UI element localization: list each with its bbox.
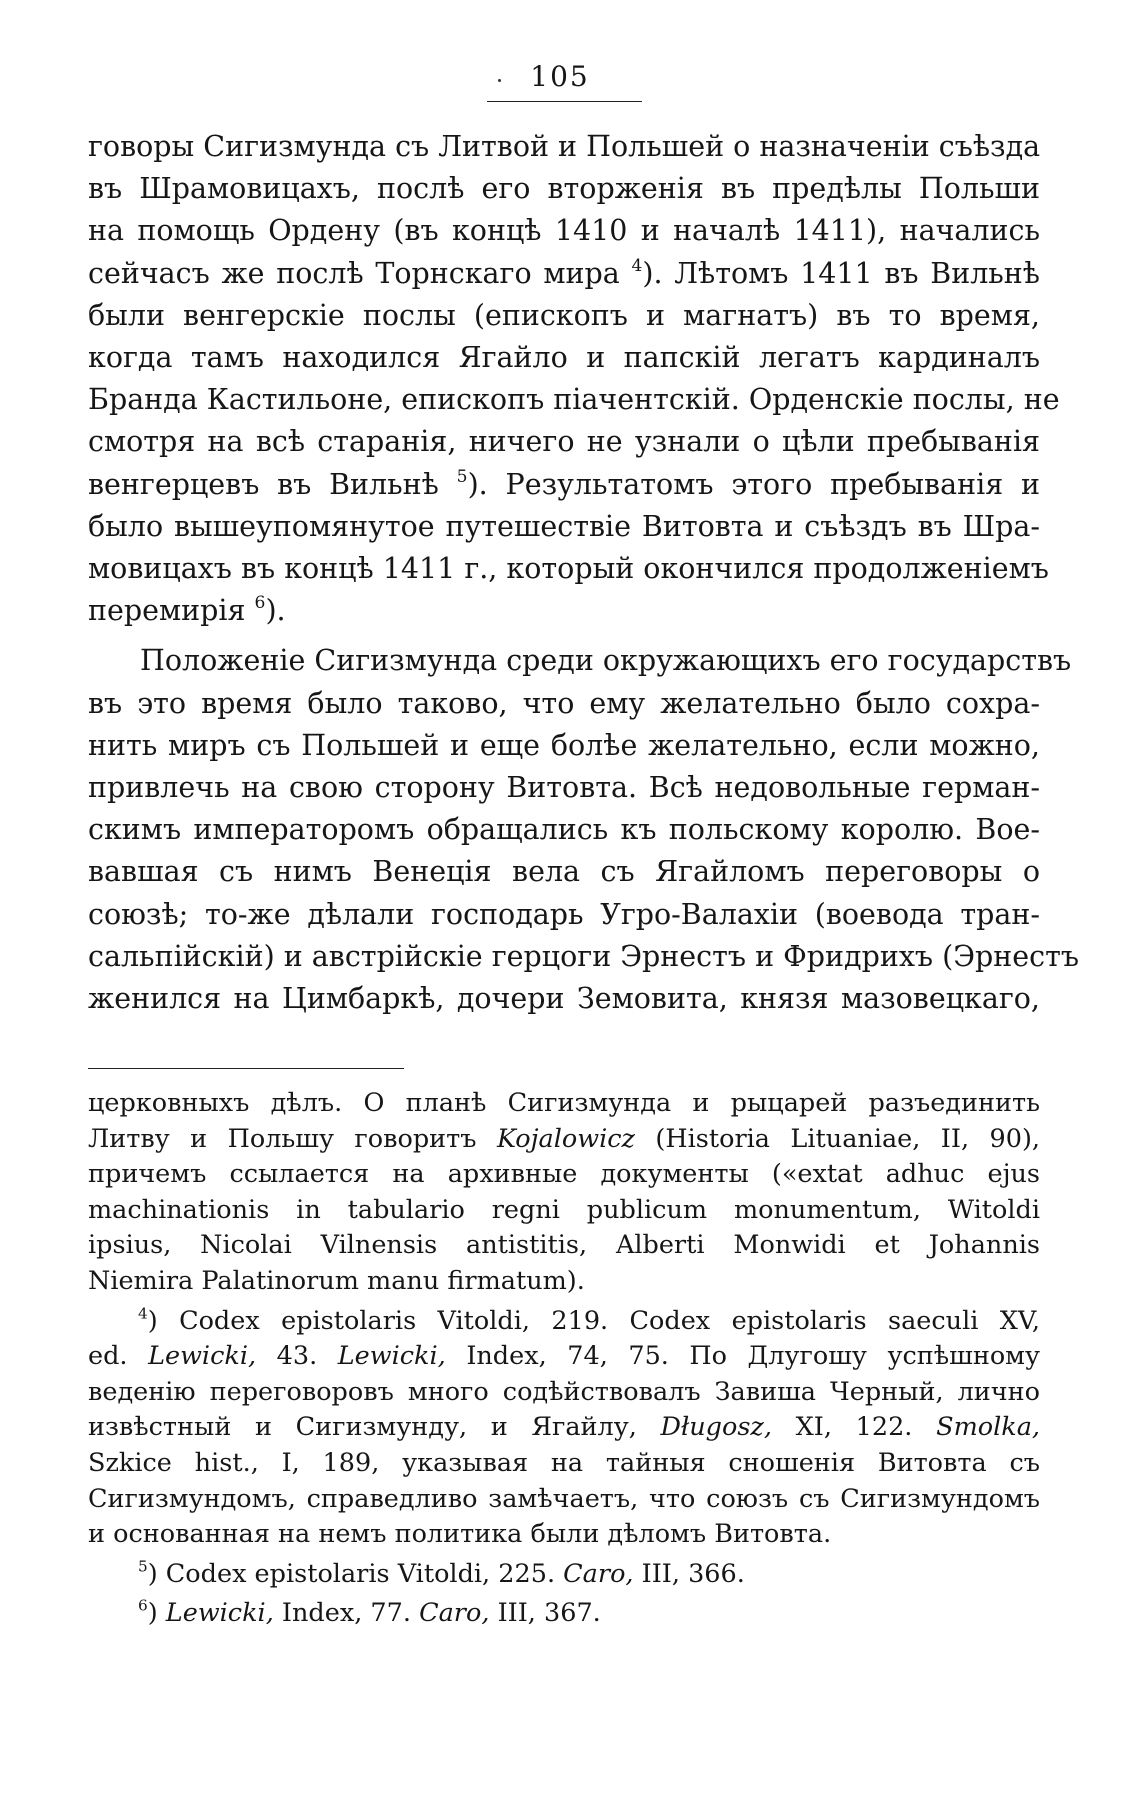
footnote-line: причемъ ссылается на архивные документы («extat adhuc ejus: [88, 1159, 1040, 1190]
footnote-marker: 5: [138, 1557, 148, 1576]
text-line: было вышеупомянутое путешествіе Витовта и съѣздъ въ Шра-: [88, 509, 1040, 543]
page-number: 105: [530, 60, 590, 93]
text-line: сальпійскій) и австрійскіе герцоги Эрнестъ и Фридрихъ (Эрнестъ: [88, 939, 1079, 973]
footnote-6: [88, 1596, 1040, 1632]
text-line: скимъ императоромъ обращались къ польскому королю. Вое-: [88, 813, 1040, 847]
footnotes: [88, 1086, 1040, 1636]
footnote-marker: 6: [138, 1596, 148, 1615]
text-line: мовицахъ въ концѣ 1411 г., который окончился продолженіемъ: [88, 552, 1049, 586]
text-segment: Index, 74, 75. По Длугошу успѣшному: [466, 1341, 1041, 1372]
text-line: Положеніе Сигизмунда среди окружающихъ его государствъ: [140, 644, 1072, 678]
main-text: [88, 126, 1079, 1020]
text-segment: ) Codex epistolaris Vitoldi, 219. Codex epistolaris saeculi XV,: [147, 1305, 1040, 1336]
footnote-4: [88, 1304, 1040, 1553]
text-segment: Index, 77.: [281, 1598, 411, 1629]
text-line: привлечь на свою сторону Витовта. Всѣ недовольные герман-: [88, 771, 1040, 805]
text-segment: ed.: [88, 1341, 128, 1372]
text-segment: Литву и Польшу говоритъ: [88, 1123, 477, 1154]
footnote-line: Szkice hist., I, 189, указывая на тайныя сношенія Витовта съ: [88, 1447, 1040, 1478]
text-line: вавшая съ нимъ Венеція вела съ Ягайломъ переговоры о: [88, 855, 1040, 889]
text-segment: сейчасъ же послѣ Торнскаго мира: [88, 256, 620, 290]
footnote-line: и основанная на немъ политика были дѣломъ Витовта.: [88, 1519, 832, 1550]
author-name: Lewicki,: [337, 1341, 446, 1372]
footnote-line: [88, 1596, 1040, 1632]
text-line: женился на Цимбаркѣ, дочери Земовита, князя мазовецкаго,: [88, 982, 1040, 1016]
text-line: въ Шрамовицахъ, послѣ его вторженія въ предѣлы Польши: [88, 172, 1040, 206]
text-segment: ) Codex epistolaris Vitoldi, 225.: [147, 1558, 556, 1589]
text-segment: венгерцевъ въ Вильнѣ: [88, 467, 439, 501]
text-line: [88, 590, 1040, 632]
footnote-line: [88, 1122, 1040, 1158]
footnote-line: церковныхъ дѣлъ. О планѣ Сигизмунда и рыцарей разъединить: [88, 1088, 1040, 1118]
author-name: Kojalowicz: [496, 1123, 635, 1154]
text-segment: ). Результатомъ этого пребыванія и: [467, 467, 1040, 501]
text-segment: ). Лѣтомъ 1411 въ Вильнѣ: [642, 256, 1040, 290]
footnote-5: [88, 1557, 1040, 1593]
author-name: Caro,: [563, 1558, 634, 1589]
footnote-line: веденію переговоровъ много содѣйствовалъ Завиша Черный, лично: [88, 1376, 1040, 1407]
footnote-line: machinationis in tabulario regni publicum monumentum, Witoldi: [88, 1194, 1040, 1225]
text-segment: III, 366.: [641, 1558, 745, 1589]
text-line: [88, 253, 1040, 295]
page-number-rule: [487, 101, 642, 102]
author-name: Smolka,: [936, 1412, 1041, 1443]
text-line: союзѣ; то-же дѣлали господарь Угро-Валахіи (воевода тран-: [88, 897, 1040, 931]
text-line: были венгерскіе послы (епископъ и магнатъ) въ то время,: [88, 298, 1040, 332]
footnote-line: [88, 1304, 1040, 1340]
text-segment: извѣстный и Сигизмунду, и Ягайлу,: [88, 1412, 637, 1443]
text-line: нить миръ съ Польшей и еще болѣе желательно, если можно,: [88, 728, 1040, 762]
footnote-ref: 4: [631, 255, 643, 276]
author-name: Lewicki,: [165, 1598, 274, 1629]
text-line: [88, 464, 1040, 506]
text-segment: (Historia Lituaniae, II, 90),: [655, 1123, 1040, 1154]
footnote-continuation: [88, 1086, 1040, 1300]
text-segment: перемирія: [88, 594, 246, 628]
text-line: когда тамъ находился Ягайло и папскій легатъ кардиналъ: [88, 341, 1040, 375]
text-segment: ).: [265, 594, 286, 628]
text-line: въ это время было таково, что ему желательно было сохра-: [88, 686, 1040, 720]
text-segment: III, 367.: [497, 1598, 601, 1629]
text-line: говоры Сигизмунда съ Литвой и Польшей о назначеніи съѣзда: [88, 130, 1041, 163]
footnote-ref: 6: [254, 593, 266, 614]
author-name: Caro,: [419, 1598, 490, 1629]
text-line: на помощь Ордену (въ концѣ 1410 и началѣ 1411), начались: [88, 214, 1040, 248]
page-number-dot: [498, 79, 501, 82]
text-segment: XI, 122.: [795, 1412, 913, 1443]
author-name: Lewicki,: [148, 1341, 257, 1372]
footnote-line: [88, 1557, 1040, 1593]
text-segment: 43.: [276, 1341, 318, 1372]
text-line: Бранда Кастильоне, епископъ піачентскій. Орденскіе послы, не: [88, 383, 1060, 417]
text-line: смотря на всѣ старанія, ничего не узнали о цѣли пребыванія: [88, 425, 1040, 459]
footnote-line: [88, 1410, 1040, 1446]
footnote-separator: [88, 1068, 404, 1069]
footnote-ref: 5: [456, 466, 468, 487]
footnote-marker: 4: [138, 1303, 148, 1322]
footnote-line: ipsius, Nicolai Vilnensis antistitis, Alberti Monwidi et Johannis: [88, 1230, 1040, 1261]
footnote-line: Niemira Palatinorum manu firmatum).: [88, 1265, 585, 1296]
author-name: Długosz,: [660, 1412, 772, 1443]
footnote-line: Сигизмундомъ, справедливо замѣчаетъ, что союзъ съ Сигизмундомъ: [88, 1483, 1040, 1514]
text-segment: ): [147, 1598, 158, 1629]
footnote-line: [88, 1339, 1040, 1375]
